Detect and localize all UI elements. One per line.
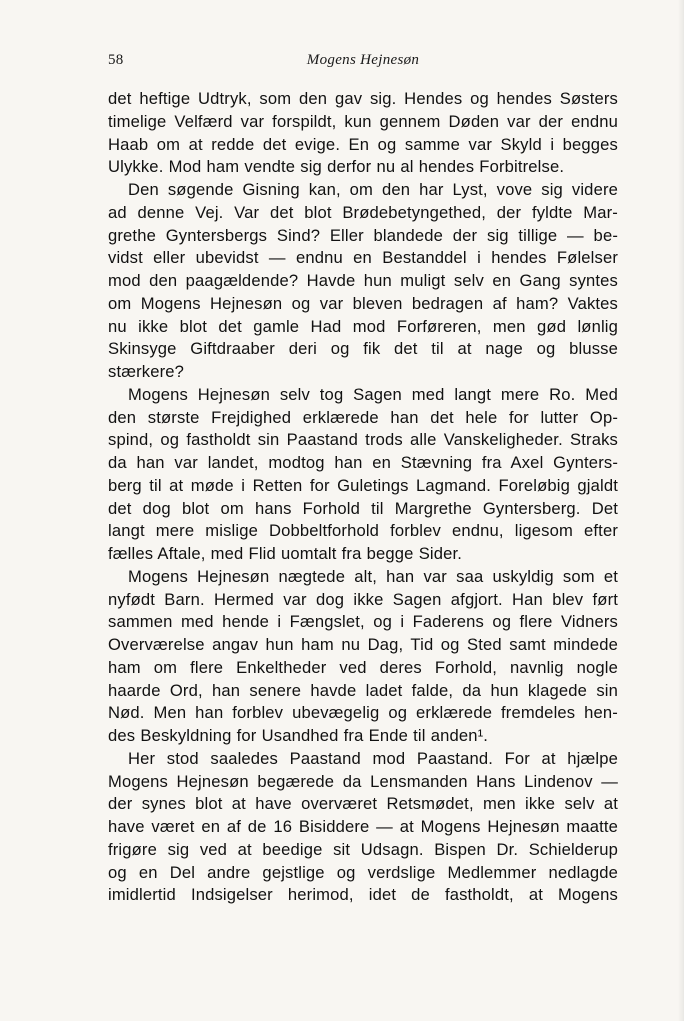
text-line: imidlertid Indsigelser herimod, idet de fastholdt, at Mogens: [108, 885, 618, 905]
text-line: have været en af de 16 Bisiddere — at Mogens Hejnesøn maatte: [108, 817, 618, 836]
text-line: det dog blot om hans Forhold til Margrethe Gyntersberg. Det: [108, 498, 618, 518]
text-line: timelige Velfærd var forspildt, kun gennem Døden var der endnu: [108, 111, 618, 131]
text-line: vidst eller ubevidst — endnu en Bestanddel i hendes Følelser: [108, 248, 618, 268]
body-text: [108, 88, 618, 907]
page-header: [108, 52, 618, 72]
text-line: sammen med hende i Fængslet, og i Faderens og flere Vidners: [108, 612, 618, 632]
text-line: og en Del andre gejstlige og verdslige Medlemmer nedlagde: [108, 862, 618, 882]
text-line: det heftige Udtryk, som den gav sig. Hendes og hendes Søsters: [108, 89, 618, 108]
text-line: den største Frejdighed erklærede han det hele for lutter Op-: [108, 407, 618, 427]
text-line: ham om flere Enkeltheder ved deres Forhold, navnlig nogle: [108, 657, 618, 677]
text-line: Mogens Hejnesøn selv tog Sagen med langt mere Ro. Med: [128, 384, 618, 404]
running-title: Mogens Hejnesøn: [306, 52, 420, 68]
text-line: grethe Gyntersbergs Sind? Eller blandede der sig tillige — be-: [108, 225, 618, 245]
text-line: ad denne Vej. Var det blot Brødebetyngethed, der fyldte Mar-: [108, 202, 618, 222]
text-line: langt mere mislige Dobbeltforhold forblev endnu, ligesom efter: [108, 521, 618, 541]
text-line: haarde Ord, han senere havde ladet falde, da hun klagede sin: [108, 680, 618, 700]
text-line: des Beskyldning for Usandhed fra Ende til anden¹.: [108, 726, 489, 745]
text-line: mod den paagældende? Havde hun muligt selv en Gang syntes: [108, 271, 618, 290]
text-line: da han var landet, modtog han en Stævning fra Axel Gynters-: [108, 453, 618, 472]
text-line: om Mogens Hejnesøn og var bleven bedragen af ham? Vaktes: [108, 293, 618, 313]
text-line: Mogens Hejnesøn nægtede alt, han var saa uskyldig som et: [128, 566, 618, 586]
text-line: Skinsyge Giftdraaber deri og fik det til at nage og blusse: [108, 339, 618, 359]
text-line: Nød. Men han forblev ubevægelig og erklærede fremdeles hen-: [108, 703, 618, 723]
text-line: der synes blot at have overværet Retsmødet, men ikke selv at: [108, 794, 618, 814]
text-line: Her stod saaledes Paastand mod Paastand. For at hjælpe: [128, 748, 618, 768]
text-line: nyfødt Barn. Hermed var dog ikke Sagen afgjort. Han blev ført: [108, 589, 618, 609]
text-line: berg til at møde i Retten for Guletings Lagmand. Foreløbig gjaldt: [108, 475, 618, 495]
text-line: Den søgende Gisning kan, om den har Lyst, vove sig videre: [128, 180, 618, 199]
page-number: 58: [108, 52, 124, 68]
text-line: Overværelse angav hun ham nu Dag, Tid og Sted samt mindede: [108, 635, 618, 654]
text-line: Mogens Hejnesøn begærede da Lensmanden Hans Lindenov —: [108, 771, 618, 791]
text-line: nu ikke blot det gamle Had mod Forføreren, men gød lønlig: [108, 316, 618, 336]
text-line: frigøre sig ved at beedige sit Udsagn. Bispen Dr. Schielderup: [108, 839, 618, 859]
page-edge-shadow: [678, 0, 684, 1021]
text-line: fælles Aftale, med Flid uomtalt fra begge Sider.: [108, 544, 463, 563]
text-line: stærkere?: [108, 362, 185, 381]
text-line: Ulykke. Mod ham vendte sig derfor nu al hendes Forbitrelse.: [108, 157, 565, 177]
text-line: Haab om at redde det evige. En og samme var Skyld i begges: [108, 134, 618, 154]
text-line: spind, og fastholdt sin Paastand trods alle Vanskeligheder. Straks: [108, 430, 618, 450]
